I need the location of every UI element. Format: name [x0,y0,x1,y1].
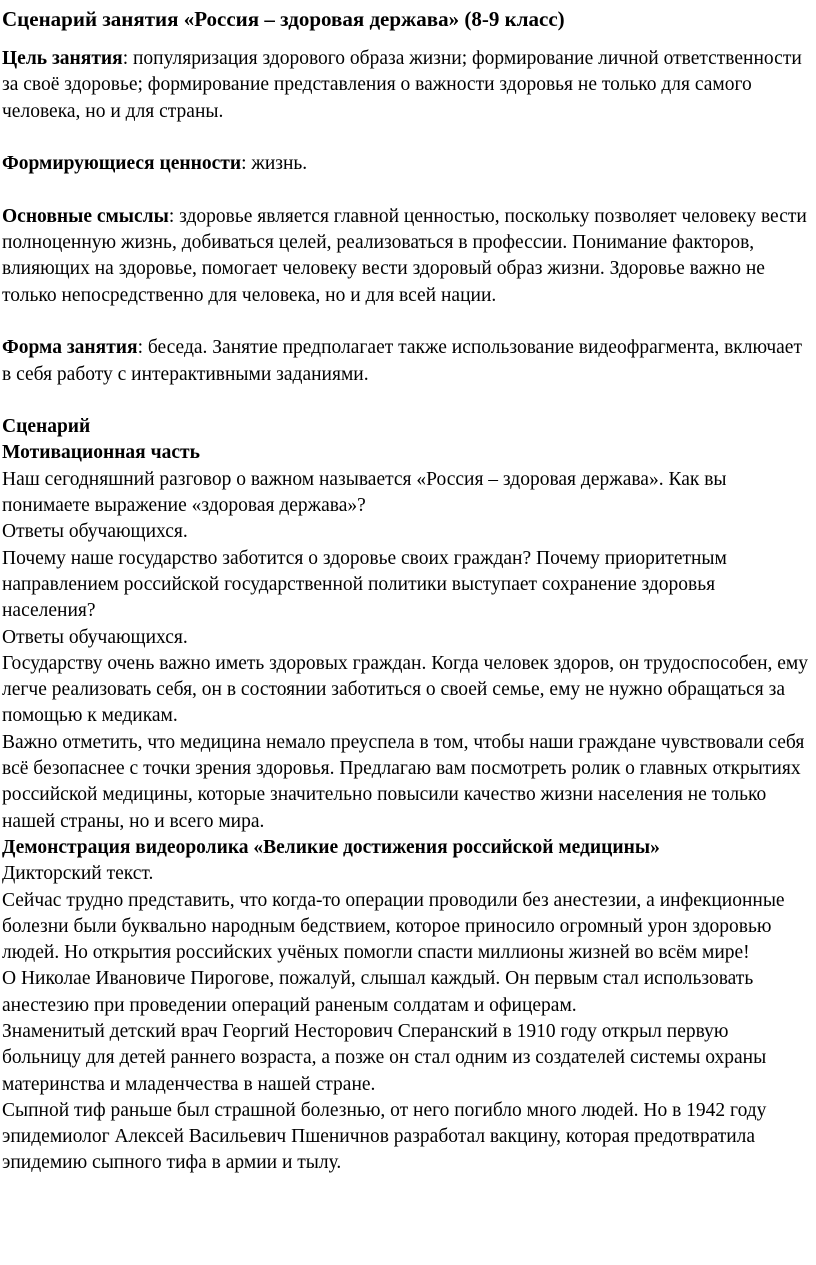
narration-paragraph: Сыпной тиф раньше был страшной болезнью, от него погибло много людей. Но в 1942 году эпидемиолог Алексей Васильевич Пшеничнов разработал вакцину, которая предотвратила эпидемию сыпного тифа в армии и тылу. [2,1099,767,1174]
values-paragraph [2,151,812,177]
paragraph-gap [2,177,812,203]
motivation-heading: Мотивационная часть [2,442,200,464]
narration-paragraph: Дикторский текст. [2,863,154,885]
goal-label: Цель занятия [2,48,123,69]
scenario-heading: Сценарий [2,416,91,438]
values-label: Формирующиеся ценности [2,153,242,175]
video-heading: Демонстрация видеоролика «Великие достижения российской медицины» [2,836,660,858]
meanings-paragraph [2,204,812,309]
meanings-text: : здоровье является главной ценностью, поскольку позволяет человеку вести полноценную жизнь, добиваться целей, реализоваться в профессии. Понимание факторов, влияющих на здоровье, помогает человеку вести здоровый образ жизни. Здоровье важно не только непосредственно для человека, но и для всей нации. [2,205,807,306]
form-label: Форма занятия [2,337,138,359]
motivation-paragraph: Почему наше государство заботится о здоровье своих граждан? Почему приоритетным направлением российской государственной политики выступает сохранение здоровья населения? [2,547,727,622]
form-paragraph [2,335,812,388]
paragraph-gap [2,125,812,151]
motivation-paragraph: Наш сегодняшний разговор о важном называется «Россия – здоровая держава». Как вы понимаете выражение «здоровая держава»? [2,468,727,517]
goal-paragraph [2,46,812,125]
paragraph-gap [2,309,812,335]
motivation-paragraph: Государству очень важно иметь здоровых граждан. Когда человек здоров, он трудоспособен, ему легче реализовать себя, он в состоянии заботиться о своей семье, ему не нужно обращаться за помощью к медикам. [2,652,809,727]
values-text: : жизнь. [241,153,308,175]
motivation-paragraph: Ответы обучающихся. [2,521,188,543]
narration-paragraph: Сейчас трудно представить, что когда-то операции проводили без анестезии, а инфекционные болезни были буквально народным бедствием, которое приносило огромный урон здоровью людей. Но открытия российских учёных помогли спасти миллионы жизней во всём мире! [2,889,785,964]
form-text: : беседа. Занятие предполагает также использование видеофрагмента, включает в себя работу с интерактивными заданиями. [2,337,802,385]
motivation-paragraph: Важно отметить, что медицина немало преуспела в том, чтобы наши граждане чувствовали себя всё безопаснее с точки зрения здоровья. Предлагаю вам посмотреть ролик о главных открытиях российской медицины, которые значительно повысили качество жизни населения не только нашей страны, но и всего мира. [2,731,805,832]
paragraph-gap [2,388,812,414]
motivation-paragraph: Ответы обучающихся. [2,626,188,648]
meanings-label: Основные смыслы [2,205,169,227]
narration-paragraph: Знаменитый детский врач Георгий Несторович Сперанский в 1910 году открыл первую больницу для детей раннего возраста, а позже он стал одним из создателей системы охраны материнства и младенчества в нашей стране. [2,1020,767,1095]
goal-text: : популяризация здорового образа жизни; формирование личной ответственности за своё здоровье; формирование представления о важности здоровья не только для самого человека, но и для страны. [2,48,802,122]
narration-paragraph: О Николае Ивановиче Пирогове, пожалуй, слышал каждый. Он первым стал использовать анестезию при проведении операций раненым солдатам и офицерам. [2,968,754,1016]
document-title: Сценарий занятия «Россия – здоровая держава» (8-9 класс) [2,7,565,31]
